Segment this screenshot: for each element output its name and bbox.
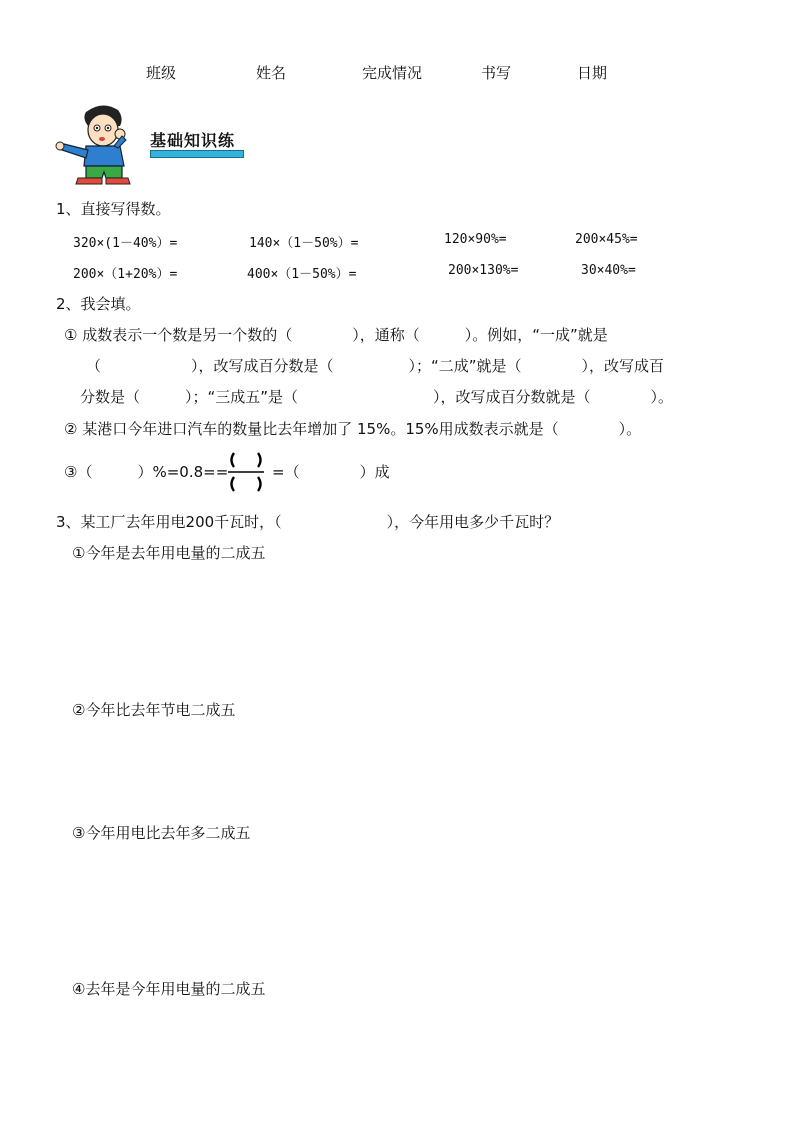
class-label: 班级 — [146, 64, 177, 82]
q1-expr-r2c2: 400×（1－50%）= — [247, 267, 357, 282]
q1-expr-r2c4: 30×40%= — [581, 263, 636, 278]
q3-item-3: ③今年用电比去年多二成五 — [72, 824, 251, 842]
q1-expr-r1c1: 320×(1－40%）= — [73, 236, 178, 251]
completion-label: 完成情况 — [362, 64, 423, 82]
q3-item-2: ②今年比去年节电二成五 — [72, 701, 236, 719]
q2-title: 2、我会填。 — [56, 295, 141, 313]
section-title-underline — [150, 150, 244, 158]
q3-item-4: ④去年是今年用电量的二成五 — [72, 980, 266, 998]
q3-item-1: ①今年是去年用电量的二成五 — [72, 544, 266, 562]
q2-part1-line3: 分数是（ ）；“三成五”是（ ），改写成百分数就是（ ）。 — [80, 388, 674, 406]
section-title-block — [150, 128, 235, 151]
writing-label: 书写 — [481, 64, 512, 82]
name-label: 姓名 — [256, 64, 287, 82]
q1-expr-r1c4: 200×45%= — [575, 232, 638, 247]
date-label: 日期 — [577, 64, 608, 82]
q2-part1-line1: ① 成数表示一个数是另一个数的（ ），通称（ ）。例如，“一成”就是 — [64, 326, 608, 344]
q1-expr-r1c2: 140×（1－50%）= — [249, 236, 359, 251]
q2-part3-left: ③（ ）%=0.8== — [64, 463, 229, 481]
q2-part2: ② 某港口今年进口汽车的数量比去年增加了 15%。15%用成数表示就是（ ）。 — [64, 420, 642, 438]
q3-title: 3、某工厂去年用电200千瓦时，（ ），今年用电多少千瓦时？ — [56, 513, 560, 531]
q2-part3-right: =（ ）成 — [272, 463, 390, 481]
cartoon-boy-illustration — [52, 100, 138, 188]
q1-title: 1、直接写得数。 — [56, 200, 171, 218]
q2-part1-line2: （ ），改写成百分数是（ ）；“二成”就是（ ），改写成百 — [86, 357, 665, 375]
section-title: 基础知识练 — [150, 131, 236, 150]
q1-expr-r2c1: 200×（1+20%）= — [73, 267, 178, 282]
q1-expr-r2c3: 200×130%= — [448, 263, 519, 278]
q1-expr-r1c3: 120×90%= — [444, 232, 507, 247]
fraction-blank — [226, 451, 266, 493]
